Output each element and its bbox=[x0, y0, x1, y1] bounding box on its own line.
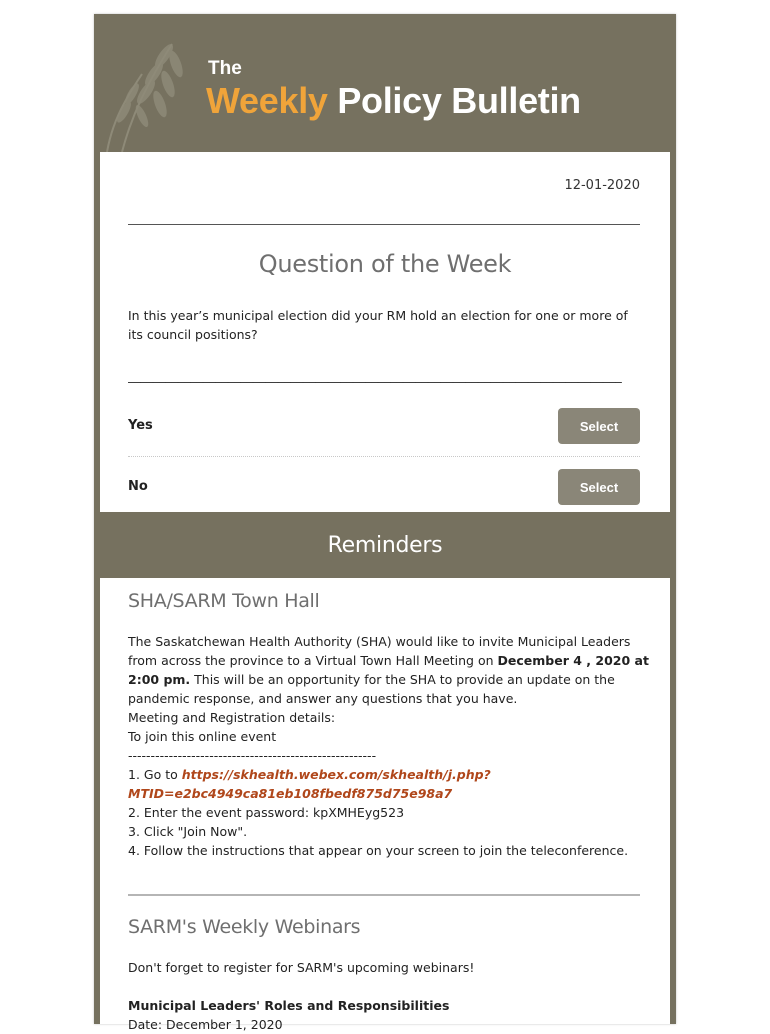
question-card bbox=[100, 152, 670, 512]
option-divider bbox=[128, 456, 640, 457]
step-3: 3. Click "Join Now". bbox=[128, 824, 248, 839]
town-hall-separator: ------------------------------------------------------- bbox=[128, 748, 377, 763]
step-1 bbox=[128, 765, 648, 784]
town-hall-line bbox=[128, 670, 648, 689]
wheat-icon bbox=[102, 34, 212, 152]
text-fragment: 1. Go to bbox=[128, 767, 182, 782]
header-weekly: Weekly bbox=[206, 80, 328, 121]
select-yes-button[interactable]: Select bbox=[558, 408, 640, 444]
event-time-bold: 2:00 pm. bbox=[128, 672, 191, 687]
town-hall-line: Meeting and Registration details: bbox=[128, 710, 336, 725]
event-date-bold: December 4 , 2020 at bbox=[497, 653, 649, 668]
webinar-item-title: Municipal Leaders' Roles and Responsibilities bbox=[128, 998, 450, 1013]
header-the: The bbox=[208, 58, 242, 79]
text-fragment: from across the province to a Virtual Town Hall Meeting on bbox=[128, 653, 498, 668]
webinar-item-date: Date: December 1, 2020 bbox=[128, 1017, 283, 1032]
divider bbox=[128, 224, 640, 225]
bulletin-frame bbox=[94, 14, 676, 1032]
webex-link[interactable]: https://skhealth.webex.com/skhealth/j.php? bbox=[181, 767, 491, 782]
reminders-card bbox=[100, 578, 670, 1032]
option-no-label: No bbox=[128, 479, 148, 494]
section-divider bbox=[128, 894, 640, 896]
text-fragment: This will be an opportunity for the SHA to provide an update on the bbox=[190, 672, 615, 687]
issue-date: 12-01-2020 bbox=[564, 178, 640, 193]
answer-underline: _______________________________________________________________________________ bbox=[128, 368, 622, 383]
step-1-cont bbox=[128, 784, 648, 803]
town-hall-line: To join this online event bbox=[128, 729, 277, 744]
header-title bbox=[206, 80, 581, 122]
town-hall-line: The Saskatchewan Health Authority (SHA) would like to invite Municipal Leaders bbox=[128, 634, 631, 649]
webinars-intro: Don't forget to register for SARM's upcoming webinars! bbox=[128, 960, 475, 975]
webinar-item bbox=[128, 996, 648, 1034]
town-hall-title: SHA/SARM Town Hall bbox=[128, 590, 320, 612]
webinars-title: SARM's Weekly Webinars bbox=[128, 916, 361, 938]
select-no-button[interactable]: Select bbox=[558, 469, 640, 505]
step-2: 2. Enter the event password: kpXMHEyg523 bbox=[128, 805, 405, 820]
question-title: Question of the Week bbox=[258, 250, 512, 278]
header-policy-bulletin: Policy Bulletin bbox=[337, 80, 581, 121]
town-hall-body bbox=[128, 632, 648, 860]
reminders-heading: Reminders bbox=[94, 514, 676, 576]
bulletin-header bbox=[94, 14, 676, 152]
step-4: 4. Follow the instructions that appear on your screen to join the teleconference. bbox=[128, 843, 629, 858]
webex-link-cont[interactable]: MTID=e2bc4949ca81eb108fbedf875d75e98a7 bbox=[128, 786, 453, 801]
question-text: In this year’s municipal election did your RM hold an election for one or more of its council positions? bbox=[128, 308, 628, 342]
town-hall-line bbox=[128, 651, 648, 670]
town-hall-line: pandemic response, and answer any questions that you have. bbox=[128, 691, 518, 706]
option-yes-label: Yes bbox=[128, 418, 153, 433]
